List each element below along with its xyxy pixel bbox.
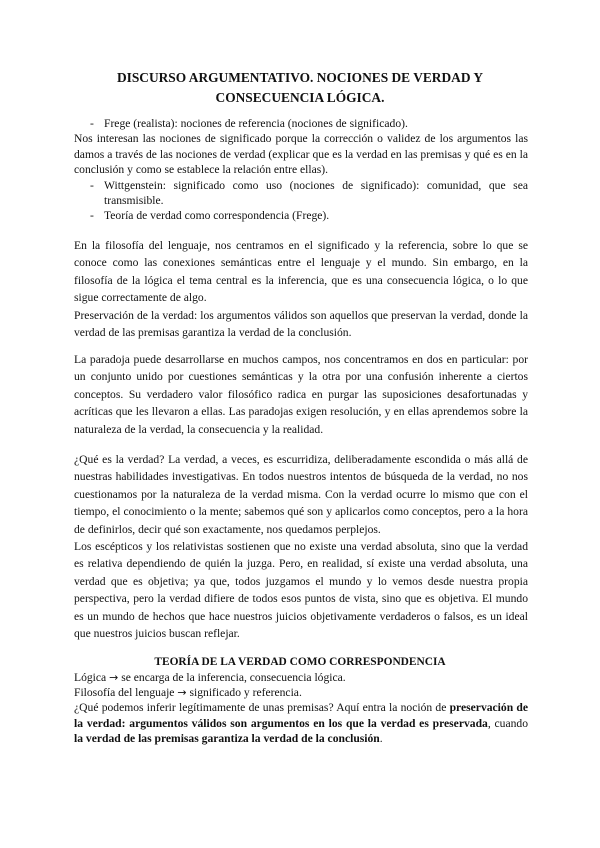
section-truth <box>74 451 528 642</box>
bullet-dash: - <box>90 178 94 192</box>
question-end: . <box>379 731 383 745</box>
bold-premises-guarantee: la verdad de las premisas garantiza la verdad de la conclusión <box>74 731 380 745</box>
paragraph-paradox: La paradoja puede desarrollarse en muchos campos, nos concentramos en dos en particular: por un conjunto unido por cuestiones semánticas y la otra por una confusión inherente a ciertos conceptos. Su verdadero valor filosófico radica en purgar las suposiciones desafortunadas y acríticas que les llevaron a ellas. Las paradojas exigen resolución, y en ellas aprendemos sobre la naturaleza de la verdad, la consecuencia y la realidad. <box>74 353 528 436</box>
term-philosophy-language: Filosofía del lenguaje <box>74 686 175 700</box>
title-line-2: CONSECUENCIA LÓGICA. <box>215 90 385 105</box>
term-logic: Lógica <box>74 671 107 684</box>
paragraph-inference-question <box>74 700 528 746</box>
bullet-dash: - <box>90 209 94 223</box>
paragraph-skeptics: Los escépticos y los relativistas sostienen que no existe una verdad absoluta, sino que la verdad es relativa dependiendo de quién la juzga. Pero, en realidad, sí existe una verdad absoluta, una verdad que es objetiva; ya que, todos juzgamos el mundo y lo vemos desde nuestra propia perspectiva, pero la verdad difiere de todos esos puntos de vista, sino que es objetiva. El mundo es un mundo de hechos que hace nuestros juicios objetivamente verdaderos o falsos, es un ideal que nuestros juicios buscan reflejar. <box>74 540 528 641</box>
definition-philosophy-language: significado y referencia. <box>189 686 302 700</box>
bold-preservation: preservación de la verdad <box>74 701 528 730</box>
bold-valid-arguments: : argumentos válidos son argumentos en los que la verdad es preservada <box>121 716 488 730</box>
section-philosophy <box>74 237 528 341</box>
paragraph-what-is-truth: ¿Qué es la verdad? La verdad, a veces, es escurridiza, deliberadamente escondida o más allá de nuestras habilidades investigativas. En todos nuestros intentos de búsqueda de la verdad, no nos cuestionamos por la naturaleza de la verdad misma. Con la verdad ocurre lo mismo que con el tiempo, el conocimiento o la mente; sabemos qué son y aplicarlos como conceptos, pero a la hora de definirlos, decir qué son exactamente, nos quedamos perplejos. <box>74 453 528 536</box>
bullet-wittgenstein-text: Wittgenstein: significado como uso (nociones de significado): comunidad, que sea transmisible. <box>104 178 528 208</box>
question-text-2: , cuando <box>487 716 529 730</box>
bullet-correspondence-text: Teoría de verdad como correspondencia (Frege). <box>104 209 330 223</box>
section-correspondence <box>74 670 528 746</box>
arrow-right-icon: → <box>177 686 187 700</box>
bullet-wittgenstein <box>74 178 528 209</box>
title-line-1: DISCURSO ARGUMENTATIVO. NOCIONES DE VERDAD Y <box>116 70 484 85</box>
section-paradox <box>74 351 528 438</box>
arrow-right-icon: → <box>109 671 119 684</box>
bullet-correspondence <box>74 208 528 223</box>
bullet-frege-text: Frege (realista): nociones de referencia (nociones de significado). <box>104 117 408 130</box>
paragraph-preservation: Preservación de la verdad: los argumentos válidos son aquellos que preservan la verdad, donde la verdad de las premisas garantiza la verdad de la conclusión. <box>74 308 528 340</box>
bullet-frege <box>74 116 528 131</box>
document-title <box>74 68 526 108</box>
question-text: ¿Qué podemos inferir legítimamente de unas premisas? Aquí entra la noción de <box>74 701 450 715</box>
definition-logic: se encarga de la inferencia, consecuencia lógica. <box>121 671 346 684</box>
line-philosophy-language <box>74 685 528 700</box>
bullet-dash: - <box>90 117 94 130</box>
intro-paragraph: Nos interesan las nociones de significado porque la corrección o validez de los argumentos las damos a través de las nociones de verdad (explicar que es la verdad en las premisas y qué es en la conclusión y como se establece la relación entre ellas). <box>74 132 528 177</box>
paragraph-philosophy: En la filosofía del lenguaje, nos centramos en el significado y la referencia, sobre lo que se conoce como las conexiones semánticas entre el lenguaje y el mundo. Sin embargo, en la filosofía de la lógica el tema central es la inferencia, que es una consecuencia lógica, o lo que sigue correctamente de algo. <box>74 239 528 305</box>
intro-block <box>74 116 528 224</box>
line-logic <box>74 670 528 685</box>
section-heading-correspondence: TEORÍA DE LA VERDAD COMO CORRESPONDENCIA <box>154 656 446 668</box>
